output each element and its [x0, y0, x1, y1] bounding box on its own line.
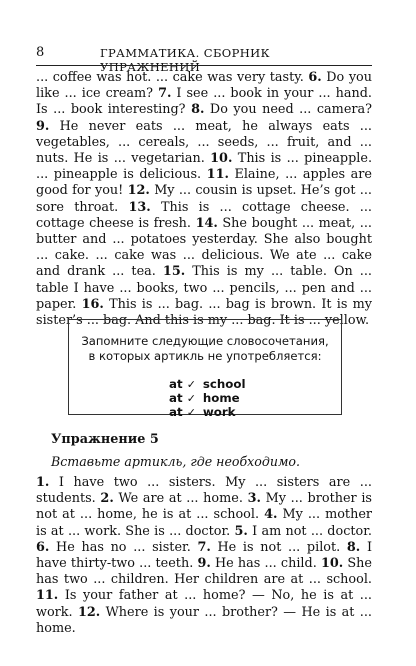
item-number: 3. — [247, 491, 261, 507]
sentence-text: This is ... pineapple. ... pineapple is delicious. — [36, 151, 373, 183]
item-number: 9. — [36, 118, 50, 134]
sentence-text: He never eats ... meat, he always eats ... vegetables, ... cereals, ... seeds, ... fruit, and ... nuts. He is ... vegetarian. — [36, 118, 372, 167]
sentence-text: ... coffee was hot. ... cake was very tasty. — [36, 70, 309, 85]
item-number: 12. — [127, 183, 150, 199]
page-number: 8 — [36, 45, 45, 60]
sentence-text: Is your father at ... home? — No, he is at ... work. — [36, 588, 372, 620]
item-number: 13. — [128, 199, 151, 215]
item-number: 9. — [197, 556, 211, 572]
sentence-text: Do you like ... ice cream? — [36, 70, 372, 102]
item-number: 14. — [195, 215, 218, 231]
phrase-at-work: at ✓ work — [169, 405, 236, 419]
sentence-text: I have thirty-two ... teeth. — [36, 539, 373, 572]
item-number: 4. — [264, 507, 278, 523]
phrase-at-home: at ✓ home — [169, 391, 240, 405]
sentence-text: I am not ... doctor. — [247, 523, 372, 539]
item-number: 16. — [81, 296, 104, 312]
sentence-text: This is ... bag. ... bag is brown. It is my sister’s ... bag. And this is my ... bag. It is ... yellow. — [36, 296, 372, 329]
item-number: 15. — [162, 264, 186, 280]
sentence-text: I have two ... sisters. My ... sisters are ... students. — [36, 475, 372, 507]
item-number: 6. — [308, 70, 322, 85]
sentence-text: We are at ... home. — [113, 491, 248, 507]
item-number: 7. — [197, 539, 211, 555]
sentence-text: He has ... child. — [210, 556, 321, 572]
item-number: 12. — [77, 604, 101, 620]
sentence-text: My ... brother is not at ... home, he is at ... school. — [36, 491, 372, 523]
check-mark-icon: ✓ — [186, 406, 196, 419]
phrase-at-school: at ✓ school — [169, 377, 246, 391]
exercise-5-title: Упражнение 5 — [51, 432, 159, 447]
header-rule — [36, 65, 372, 66]
exercise-5-text — [36, 475, 372, 637]
page-header — [36, 45, 372, 74]
sentence-text: I see ... book in your ... hand. Is ... book interesting? — [36, 86, 372, 118]
item-number: 6. — [36, 539, 50, 555]
sentence-text: My ... mother is at ... work. She is ... doctor. — [36, 507, 373, 539]
item-number: 7. — [158, 86, 172, 102]
sentence-text: She has two ... children. Her children are at ... school. — [36, 556, 372, 588]
exercise-4-continuation — [36, 70, 372, 329]
item-number: 10. — [210, 151, 233, 167]
item-number: 2. — [100, 491, 114, 507]
item-number: 8. — [191, 102, 205, 118]
rule-box-line-1: Запомните следующие словосочетания, — [81, 334, 329, 348]
sentence-text: Do you need ... camera? — [204, 102, 373, 118]
item-number: 11. — [36, 588, 59, 604]
sentence-text: He is not ... pilot. — [210, 539, 347, 555]
rule-box — [68, 319, 342, 419]
sentence-text: This is my ... table. On ... table I have ... books, two ... pencils, ... pen and ... paper. — [36, 264, 372, 312]
item-number: 8. — [346, 539, 361, 555]
item-number: 11. — [206, 167, 229, 183]
sentence-text: This is ... cottage cheese. ... cottage cheese is fresh. — [36, 199, 372, 231]
sentence-text: Where is your ... brother? — He is at ... home. — [36, 604, 372, 636]
running-title: ГРАММАТИКА. СБОРНИК УПРАЖНЕНИЙ — [100, 46, 270, 74]
sentence-text: He has no ... sister. — [49, 539, 198, 555]
item-number: 1. — [36, 475, 50, 490]
item-number: 5. — [234, 523, 248, 539]
sentence-text: She bought ... meat, ... butter and ... potatoes yesterday. She also bought ... cake. ... cake was ... delicious. We ate ... cake and drank ... tea. — [36, 215, 373, 280]
rule-box-line-2: в которых артикль не употребляется: — [88, 349, 322, 363]
check-mark-icon: ✓ — [186, 378, 196, 391]
sentence-text: Elaine, ... apples are good for you! — [36, 167, 372, 199]
check-mark-icon: ✓ — [186, 392, 196, 405]
item-number: 10. — [320, 556, 344, 572]
sentence-text: My ... cousin is upset. He’s got ... sore throat. — [36, 183, 372, 215]
exercise-5-instruction: Вставьте артикль, где необходимо. — [51, 454, 300, 469]
